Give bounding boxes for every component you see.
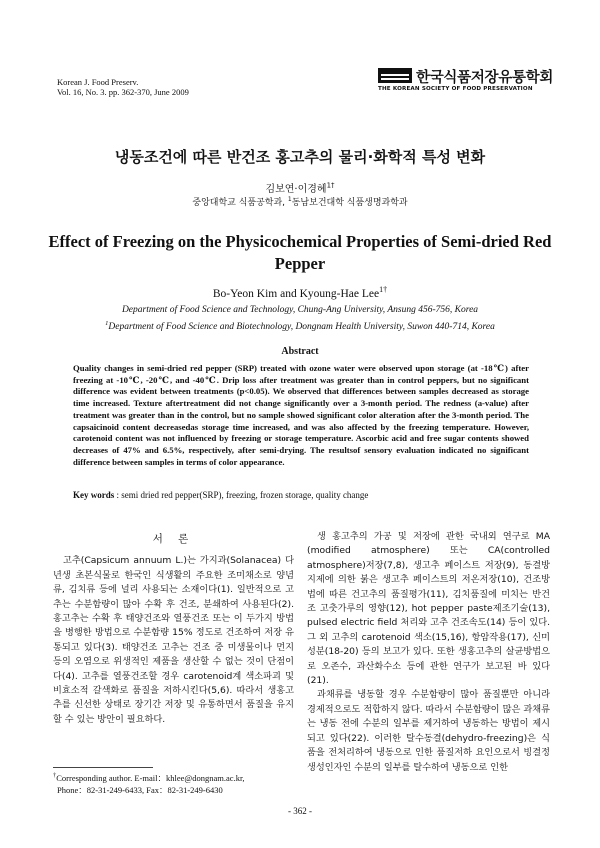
section-heading-intro: 서 론: [152, 533, 195, 545]
intro-paragraph-3: 과채류를 냉동할 경우 수분함량이 많아 품질뿐만 아니라 경제적으로도 적합하지 않다. 따라서 수분함량이 많은 과채류는 냉동 전에 수분의 일부를 제거하여 냉동하는 방법이 제시되고 있다(22). 이러한 탈수동결(dehydro-freezing)은 식품을 전처리하여 냉동으로 인한 품질저하 요인으로서 빙결정생성인자인 수분의 일부를 탈수하여 냉동으로 인한: [307, 689, 550, 773]
footnote-line-2: Phone：82-31-249-6433, Fax：82-31-249-6430: [57, 784, 223, 795]
authors-korean: [0, 180, 600, 195]
authors-english: [0, 285, 600, 300]
keywords: Key words : semi dried red pepper(SRP), freezing, frozen storage, quality change: [73, 490, 369, 500]
authors-korean-names: 김보연·이경혜: [265, 184, 327, 195]
affiliation-english-2: Department of Food Science and Biotechnology, Dongnam Health University, Suwon 440-714, Korea: [108, 322, 495, 333]
journal-volume: Vol. 16, No. 3. pp. 362-370, June 2009: [57, 87, 189, 97]
footnote-line-1: Corresponding author. E-mail：khlee@dongnam.ac.kr,: [56, 772, 245, 783]
authors-english-names: Bo-Yeon Kim and Kyoung-Hae Lee: [212, 287, 380, 300]
abstract-heading: Abstract: [281, 346, 319, 357]
affiliation-english-1: Department of Food Science and Technology, Chung-Ang University, Ansung 456-756, Korea: [121, 305, 479, 315]
society-emblem-icon: [378, 68, 412, 83]
affiliation-korean-2: 동남보건대학 식품생명과학과: [291, 198, 408, 208]
title-english: Effect of Freezing on the Physicochemical Properties of Semi-dried Red Pepper: [48, 232, 552, 273]
intro-paragraph-1: 고추(Capsicum annuum L.)는 가지과(Solanacea) 다년생 초본식물로 한국인 식생활의 주요한 조미채소로 양념류, 김치류 등에 널리 사용되는 소재이다(1). 일반적으로 고추는 수분함량이 많아 수확 후 건조, 분쇄하여 사용된다(2). 홍고추는 수확 후 태양건조와 열풍건조 또는 이 두가지 방법을 병행한 방법으로 수분함량 15% 정도로 건조하여 저장 유통되고 있다(3). 태양건조 고추는 건조 중 미생물이나 먼지 등의 오염으로 위생적인 제품을 생산할 수 없는 것이 단점이다(4). 고추를 열풍건조할 경우 carotenoid계 색소파괴 및 비효소적 갈색화로 품질을 저하시킨다(5,6). 따라서 생홍고추를 신선한 상태로 장기간 저장 및 유통하면서 품질을 유지할 수 있는 방안이 필요하다.: [53, 555, 294, 725]
affiliation-english-sup: 1: [105, 320, 109, 327]
keywords-text: semi dried red pepper(SRP), freezing, frozen storage, quality change: [121, 490, 369, 500]
society-logo: [378, 67, 558, 97]
affiliation-korean: [0, 195, 600, 208]
society-name-en: THE KOREAN SOCIETY OF FOOD PRESERVATION: [378, 86, 533, 92]
right-column: [307, 530, 550, 775]
abstract-body: Quality changes in semi-dried red pepper (SRP) treated with ozone water were observed upon storage (at -18℃) after freezing at -10℃, -20℃, and -40℃. Drip loss after treatment was greater than in control peppers, but no significant difference was evident between treatments (p<0.05). We observed that differences between samples decreased as storage time increased. Texture aftertreatment did not change significantly over a 3-month period. The redness (a-value) after treatment was greater than in the control, but no sample showed significant color alteration after the 3-month period. The capsaicinoid content decreasedas storage time increased, and was also affected by the freezing temperature. However, carotenoid content was not influenced by freezing or storage temperature. Ascorbic acid and free sugar contents showed decreases of 47% and 6.5%, respectively, after semi-drying. The resultsof sensory evaluation indicated no significant difference between samples in terms of color appearance.: [73, 363, 529, 467]
society-name-ko: 한국식품저장유통학회: [416, 70, 554, 86]
title-korean: 냉동조건에 따른 반건조 홍고추의 물리·화학적 특성 변화: [114, 148, 486, 166]
footnote: †Corresponding author. E-mail：khlee@dongnam.ac.kr, Phone：82-31-249-6433, Fax：82-31-249-6430: [53, 770, 303, 796]
footnote-rule: [53, 767, 153, 768]
page-number: - 362 -: [288, 806, 312, 816]
left-column: [53, 526, 294, 727]
affiliation-korean-sup: 1: [287, 196, 292, 203]
journal-name: Korean J. Food Preserv.: [57, 77, 139, 87]
affiliation-english: [0, 304, 600, 334]
authors-english-sup: 1†: [379, 285, 388, 294]
authors-korean-sup: 1†: [326, 181, 335, 190]
affiliation-korean-1: 중앙대학교 식품공학과,: [192, 198, 288, 208]
intro-paragraph-2: 생 홍고추의 가공 및 저장에 관한 국내외 연구로 MA (modified atmosphere) 또는 CA(controlled atmosphere)저장(7,8), 생고추 페이스트 저장(9), 동결방지제에 의한 붉은 생고추 페이스트의 저온저장(10), 건조방법에 따른 건고추의 품질평가(11), 김치품질에 미치는 반건조 고춧가루의 영향(12), hot pepper paste제조기술(13), pulsed electric field 처리와 고추 건조속도(14) 등이 있다. 그 외 고추의 carotenoid 색소(15,16), 항암작용(17), 신미성분(18-20) 등의 보고가 있다. 또한 생홍고추의 살균방법으로 오존수, 과산화수소 등에 관한 연구가 보고된 바 있다(21).: [307, 531, 550, 687]
journal-citation: [57, 77, 189, 97]
keywords-label: Key words: [73, 490, 115, 500]
